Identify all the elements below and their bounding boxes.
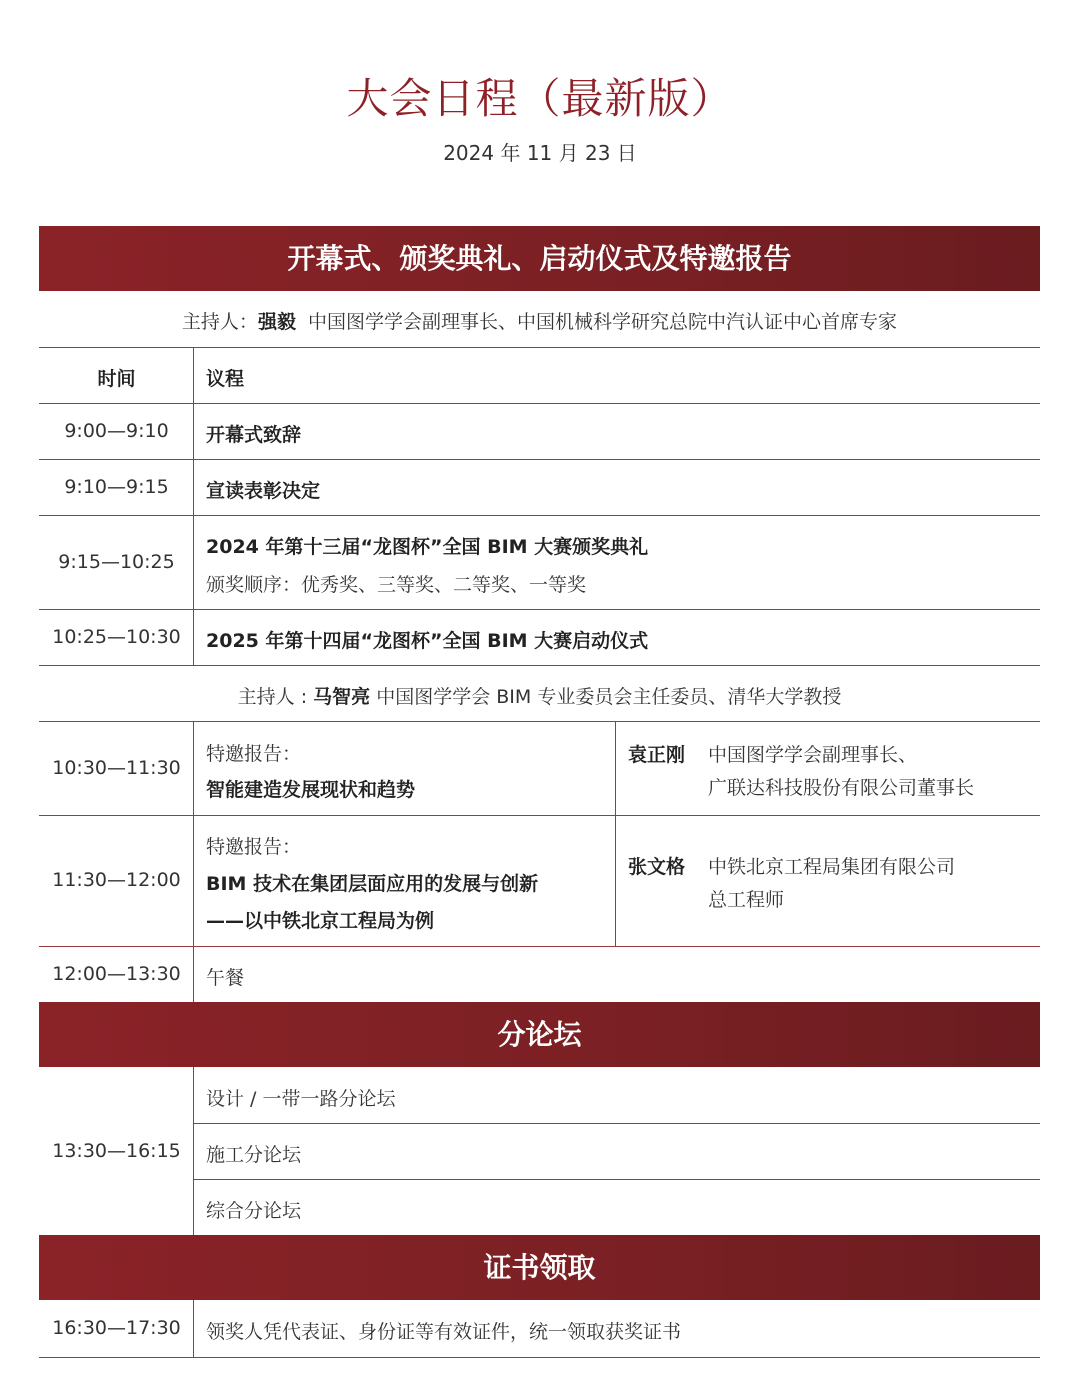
speaker-affiliation: 中铁北京工程局集团有限公司 xyxy=(708,856,956,878)
section-banner-forums: 分论坛 xyxy=(39,1002,1040,1067)
row-item: 宣读表彰决定 xyxy=(206,480,321,502)
speaker-name: 袁正刚 xyxy=(628,744,686,766)
row-time: 9:10—9:15 xyxy=(64,476,169,498)
column-divider xyxy=(193,347,194,665)
row-item: 开幕式致辞 xyxy=(206,424,302,446)
forum-item: 施工分论坛 xyxy=(206,1144,302,1166)
host-label: 主持人 : xyxy=(237,686,314,708)
row-item: 2025 年第十四届“龙图杯”全国 BIM 大赛启动仪式 xyxy=(206,630,649,652)
divider xyxy=(39,946,1040,947)
host-name: 强毅 xyxy=(257,311,296,333)
divider xyxy=(39,815,1040,816)
row-time: 10:25—10:30 xyxy=(52,626,181,648)
lunch-time: 12:00—13:30 xyxy=(52,963,181,985)
speaker-affiliation: 中国图学学会副理事长、 xyxy=(708,744,918,766)
row-item: 2024 年第十三届“龙图杯”全国 BIM 大赛颁奖典礼 xyxy=(206,536,649,558)
report-label: 特邀报告： xyxy=(206,743,302,765)
speaker-affiliation: 广联达科技股份有限公司董事长 xyxy=(708,777,975,799)
certificate-time: 16:30—17:30 xyxy=(52,1317,181,1339)
row-subitem: 颁奖顺序：优秀奖、三等奖、二等奖、一等奖 xyxy=(206,574,587,596)
column-divider xyxy=(615,721,616,946)
divider xyxy=(194,1179,1040,1180)
divider xyxy=(39,347,1040,348)
report-title: ——以中铁北京工程局为例 xyxy=(206,910,435,932)
speaker-affiliation: 总工程师 xyxy=(708,889,785,911)
divider xyxy=(39,515,1040,516)
host-desc: 中国图学学会 BIM 专业委员会主任委员、清华大学教授 xyxy=(376,686,842,708)
divider xyxy=(194,1123,1040,1124)
host-line-1 xyxy=(39,307,1040,334)
speaker-name: 张文格 xyxy=(628,856,686,878)
event-date: 2024 年 11 月 23 日 xyxy=(443,141,637,165)
header-agenda: 议程 xyxy=(206,368,245,390)
divider xyxy=(39,1357,1040,1358)
divider xyxy=(39,609,1040,610)
report-label: 特邀报告： xyxy=(206,836,302,858)
host-desc: 中国图学学会副理事长、中国机械科学研究总院中汽认证中心首席专家 xyxy=(308,311,898,333)
divider xyxy=(39,665,1040,666)
forum-item: 设计 / 一带一路分论坛 xyxy=(206,1088,396,1110)
divider xyxy=(39,459,1040,460)
forum-item: 综合分论坛 xyxy=(206,1200,302,1222)
section-banner-certificates: 证书领取 xyxy=(39,1235,1040,1300)
header-time: 时间 xyxy=(97,368,136,390)
forum-time: 13:30—16:15 xyxy=(52,1140,181,1162)
divider xyxy=(39,403,1040,404)
lunch-item: 午餐 xyxy=(206,967,245,989)
section-banner-opening: 开幕式、颁奖典礼、启动仪式及特邀报告 xyxy=(39,226,1040,291)
host-name: 马智亮 xyxy=(313,686,371,708)
page-title: 大会日程（最新版） xyxy=(346,74,734,123)
report-title: BIM 技术在集团层面应用的发展与创新 xyxy=(206,873,539,895)
divider xyxy=(39,721,1040,722)
host-line-2 xyxy=(39,682,1040,709)
row-time: 9:15—10:25 xyxy=(58,551,175,573)
report-title: 智能建造发展现状和趋势 xyxy=(206,779,416,801)
certificate-item: 领奖人凭代表证、身份证等有效证件，统一领取获奖证书 xyxy=(206,1321,682,1343)
row-time: 9:00—9:10 xyxy=(64,420,169,442)
report-time: 11:30—12:00 xyxy=(52,869,181,891)
host-label: 主持人： xyxy=(181,311,258,333)
report-time: 10:30—11:30 xyxy=(52,757,181,779)
